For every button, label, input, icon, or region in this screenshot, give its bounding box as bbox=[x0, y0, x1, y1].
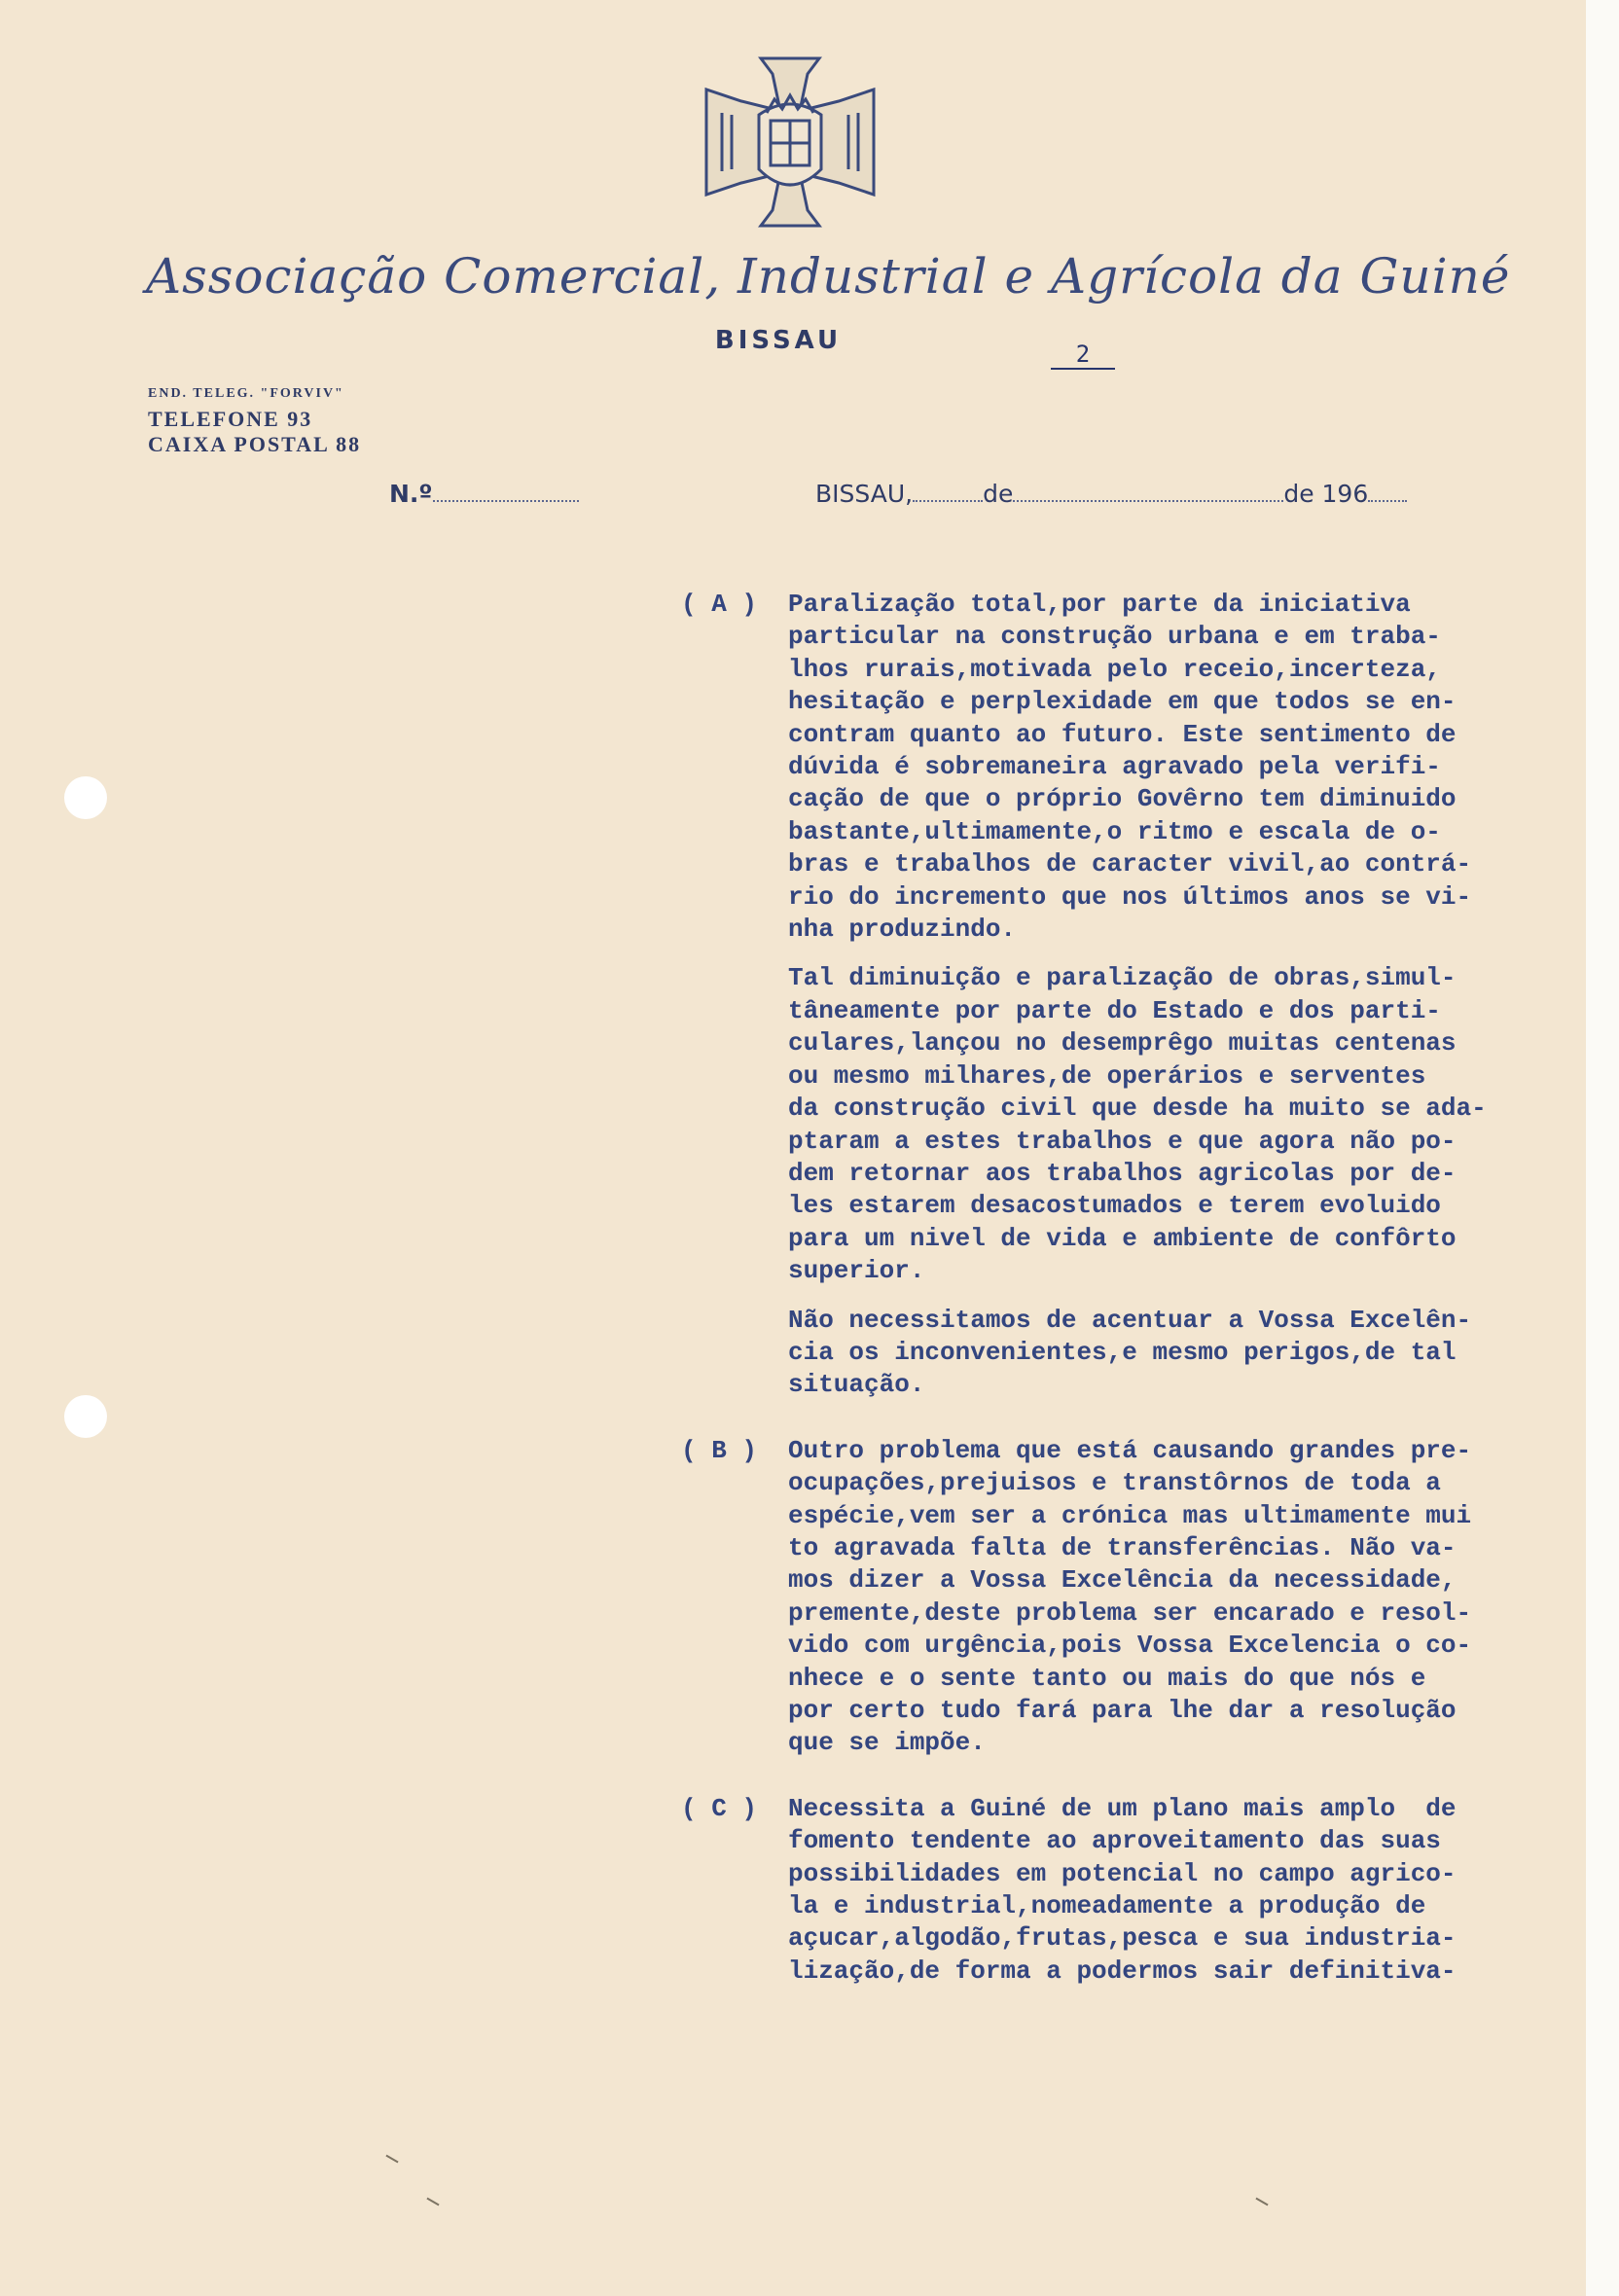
section-label: ( A ) bbox=[681, 590, 758, 619]
text-line: contram quanto ao futuro. Este sentimento de bbox=[788, 719, 1457, 749]
text-line: ou mesmo milhares,de operários e serventes bbox=[788, 1060, 1426, 1091]
reference-number-field bbox=[389, 480, 579, 508]
page-edge bbox=[1586, 0, 1619, 2296]
text-line: lização,de forma a podermos sair definitiva- bbox=[788, 1955, 1457, 1986]
text-line: por certo tudo fará para lhe dar a resolução bbox=[788, 1696, 1457, 1725]
page-number: 2 bbox=[1051, 341, 1115, 370]
text-line: les estarem desacostumados e terem evoluido bbox=[788, 1191, 1441, 1221]
text-line: particular na construção urbana e em traba- bbox=[788, 622, 1441, 652]
association-title: Associação Comercial, Industrial e Agrícola da Guiné bbox=[146, 248, 1511, 305]
text-line: ocupações,prejuisos e transtôrnos de toda a bbox=[788, 1468, 1441, 1498]
text-line: nhece e o sente tanto ou mais do que nós e bbox=[788, 1663, 1426, 1693]
date-de-year: de 196 bbox=[1283, 480, 1369, 508]
text-line: cação de que o próprio Govêrno tem diminuido bbox=[788, 784, 1457, 814]
text-line: espécie,vem ser a crónica mas ultimamente mui bbox=[788, 1500, 1472, 1530]
telephone-number: TELEFONE 93 bbox=[148, 407, 313, 431]
city-heading: BISSAU bbox=[714, 326, 843, 355]
text-line: Outro problema que está causando grandes pre- bbox=[788, 1435, 1472, 1465]
text-line: cia os inconvenientes,e mesmo perigos,de tal bbox=[788, 1337, 1457, 1367]
text-line: da construção civil que desde ha muito se ada- bbox=[788, 1094, 1487, 1124]
text-line: lhos rurais,motivada pelo receio,incerteza, bbox=[788, 654, 1441, 684]
section-label: ( B ) bbox=[681, 1435, 758, 1465]
text-line: mos dizer a Vossa Excelência da necessidade, bbox=[788, 1565, 1457, 1596]
text-line: ptaram a estes trabalhos e que agora não po- bbox=[788, 1126, 1457, 1156]
paragraph bbox=[681, 1435, 1586, 1760]
text-line: la e industrial,nomeadamente a produção de bbox=[788, 1891, 1426, 1921]
punch-hole-bottom bbox=[64, 1395, 107, 1438]
date-place: BISSAU, bbox=[815, 480, 914, 508]
paragraph bbox=[681, 589, 1586, 946]
text-line: para um nivel de vida e ambiente de confôrto bbox=[788, 1223, 1457, 1253]
text-line: superior. bbox=[788, 1256, 925, 1286]
date-line bbox=[815, 480, 1407, 508]
text-line: fomento tendente ao aproveitamento das suas bbox=[788, 1826, 1441, 1856]
text-line: to agravada falta de transferências. Não va- bbox=[788, 1532, 1457, 1562]
text-line: Tal diminuição e paralização de obras,simul- bbox=[788, 963, 1457, 993]
text-line: premente,deste problema ser encarado e resol- bbox=[788, 1597, 1472, 1628]
text-line: nha produzindo. bbox=[788, 915, 1017, 945]
text-line: situação. bbox=[788, 1370, 925, 1400]
punch-hole-top bbox=[64, 776, 107, 819]
text-line: rio do incremento que nos últimos anos se vi- bbox=[788, 881, 1472, 912]
section-label: ( C ) bbox=[681, 1793, 758, 1823]
date-de-1: de bbox=[983, 480, 1014, 508]
text-line: Necessita a Guiné de um plano mais amplo de bbox=[788, 1793, 1457, 1823]
text-line: possibilidades em potencial no campo agrico- bbox=[788, 1858, 1457, 1888]
text-line: Paralização total,por parte da iniciativa bbox=[788, 590, 1411, 619]
contact-block bbox=[148, 381, 361, 457]
letter-body bbox=[681, 589, 1586, 2004]
text-line: bastante,ultimamente,o ritmo e escala de o- bbox=[788, 816, 1441, 846]
text-line: que se impõe. bbox=[788, 1728, 986, 1758]
text-line: hesitação e perplexidade em que todos se en- bbox=[788, 687, 1457, 717]
text-line: tâneamente por parte do Estado e dos parti- bbox=[788, 995, 1441, 1025]
telegraph-address: END. TELEG. "FORVIV" bbox=[148, 386, 344, 401]
text-line: dem retornar aos trabalhos agricolas por de- bbox=[788, 1158, 1457, 1188]
paragraph bbox=[681, 1305, 1586, 1402]
text-line: dúvida é sobremaneira agravado pela verifi- bbox=[788, 752, 1441, 782]
paragraph bbox=[681, 1793, 1586, 1988]
postal-box: CAIXA POSTAL 88 bbox=[148, 432, 362, 456]
paragraph bbox=[681, 962, 1586, 1287]
text-line: culares,lançou no desemprêgo muitas centenas bbox=[788, 1028, 1457, 1058]
text-line: vido com urgência,pois Vossa Excelencia o co- bbox=[788, 1631, 1472, 1661]
text-line: açucar,algodão,frutas,pesca e sua industria- bbox=[788, 1923, 1457, 1954]
text-line: Não necessitamos de acentuar a Vossa Excelên- bbox=[788, 1305, 1472, 1335]
text-line: bras e trabalhos de caracter vivil,ao contrá- bbox=[788, 849, 1472, 879]
cross-crest-icon bbox=[702, 54, 878, 230]
number-label: N.º bbox=[389, 480, 433, 508]
